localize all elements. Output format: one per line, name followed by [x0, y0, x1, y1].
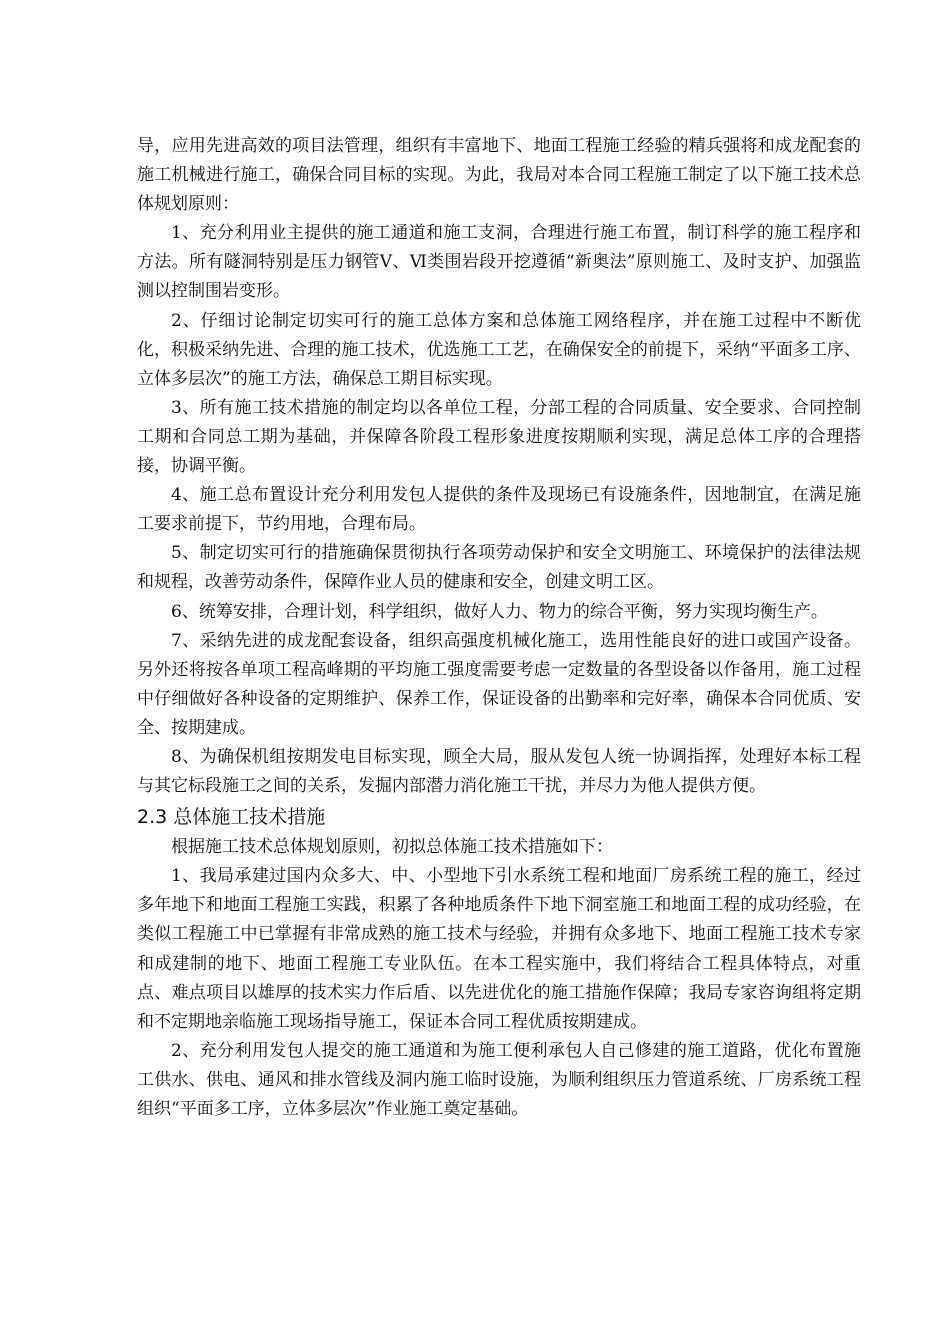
measure-1: 1、我局承建过国内众多大、中、小型地下引水系统工程和地面厂房系统工程的施工，经过多年地下和地面工程施工实践，积累了各种地质条件下地下洞室施工和地面工程的成功经验，在类似工程施工中已掌握有非常成熟的施工技术与经验，并拥有众多地下、地面工程施工技术专家和成建制的地下、地面工程施工专业队伍。在本工程实施中，我们将结合工程具体特点，对重点、难点项目以雄厚的技术实力作后盾、以先进优化的施工措施作保障；我局专家咨询组将定期和不定期地亲临施工现场指导施工，保证本合同工程优质按期建成。: [137, 866, 861, 1032]
document-page: [137, 132, 861, 1124]
principle-5: 5、制定切实可行的措施确保贯彻执行各项劳动保护和安全文明施工、环境保护的法律法规和规程，改善劳动条件，保障作业人员的健康和安全，创建文明工区。: [137, 543, 861, 593]
principle-4: 4、施工总布置设计充分利用发包人提供的条件及现场已有设施条件，因地制宜，在满足施工要求前提下，节约用地，合理布局。: [137, 485, 861, 535]
principle-1: 1、充分利用业主提供的施工通道和施工支洞，合理进行施工布置，制订科学的施工程序和方法。所有隧洞特别是压力钢管Ⅴ、Ⅵ类围岩段开挖遵循“新奥法”原则施工、及时支护、加强监测以控制围岩变形。: [137, 223, 861, 302]
principle-6: 6、统筹安排，合理计划，科学组织，做好人力、物力的综合平衡，努力实现均衡生产。: [171, 601, 828, 622]
principle-2: 2、仔细讨论制定切实可行的施工总体方案和总体施工网络程序，并在施工过程中不断优化，积极采纳先进、合理的施工技术，优选施工工艺，在确保安全的前提下，采纳“平面多工序、立体多层次”的施工方法，确保总工期目标实现。: [137, 310, 861, 389]
principle-3: 3、所有施工技术措施的制定均以各单位工程，分部工程的合同质量、安全要求、合同控制工期和合同总工期为基础，并保障各阶段工程形象进度按期顺利实现，满足总体工序的合理搭接，协调平衡。: [137, 397, 861, 477]
measure-2: 2、充分利用发包人提交的施工通道和为施工便利承包人自己修建的施工道路，优化布置施工供水、供电、通风和排水管线及洞内施工临时设施，为顺利组织压力管道系统、厂房系统工程组织“平面多工序，立体多层次”作业施工奠定基础。: [137, 1040, 861, 1119]
principle-7: 7、采纳先进的成龙配套设备，组织高强度机械化施工，选用性能良好的进口或国产设备。另外还将按各单项工程高峰期的平均施工强度需要考虑一定数量的各型设备以作备用，施工过程中仔细做好各种设备的定期维护、保养工作，保证设备的出勤率和完好率，确保本合同优质、安全、按期建成。: [137, 630, 861, 738]
intro-paragraph: 导，应用先进高效的项目法管理，组织有丰富地下、地面工程施工经验的精兵强将和成龙配套的施工机械进行施工，确保合同目标的实现。为此，我局对本合同工程施工制定了以下施工技术总体规划原则：: [137, 136, 861, 215]
section-intro: 根据施工技术总体规划原则，初拟总体施工技术措施如下：: [171, 837, 613, 858]
principle-8: 8、为确保机组按期发电目标实现，顾全大局，服从发包人统一协调指挥，处理好本标工程与其它标段施工之间的关系，发掘内部潜力消化施工干扰，并尽力为他人提供方便。: [137, 746, 861, 797]
section-heading: 2.3 总体施工技术措施: [137, 806, 326, 829]
